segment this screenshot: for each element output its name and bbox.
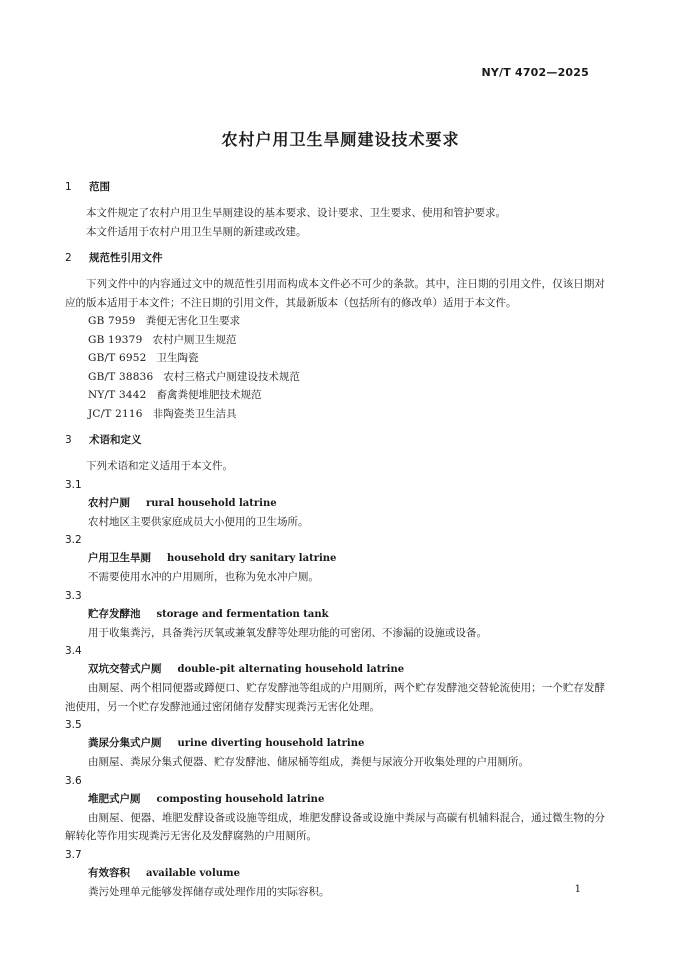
paragraph: 本文件规定了农村户用卫生旱厕建设的基本要求、设计要求、卫生要求、使用和管护要求。 [86, 207, 506, 219]
term-entry [65, 716, 605, 772]
term-definition: 粪污处理单元能够发挥储存或处理作用的实际容积。 [88, 885, 330, 898]
section-title: 术语和定义 [89, 434, 142, 446]
term-number: 3.3 [65, 589, 82, 602]
term-definition: 由厕屋、粪尿分集式便器、贮存发酵池、储尿桶等组成，粪便与尿液分开收集处理的户用厕所。 [88, 756, 529, 768]
reference-item [88, 331, 605, 350]
term-en: double-pit alternating household latrine [177, 664, 405, 675]
term-zh: 粪尿分集式户厕 [88, 737, 162, 749]
reference-code: GB/T 38836 [88, 370, 154, 383]
term-zh: 堆肥式户厕 [88, 792, 141, 805]
term-title [65, 494, 605, 513]
term-en: household dry sanitary latrine [167, 553, 337, 564]
term-number: 3.1 [65, 478, 82, 491]
term-definition: 由厕屋、便器、堆肥发酵设备或设施等组成，堆肥发酵设备或设施中粪尿与高碳有机辅料混合，通过微生物的分解转化等作用实现粪污无害化及发酵腐熟的户用厕所。 [65, 811, 605, 842]
section-heading [65, 249, 605, 267]
term-title [65, 864, 605, 883]
term-title [65, 790, 605, 809]
term-definition: 用于收集粪污，具备粪污厌氧或兼氧发酵等处理功能的可密闭、不渗漏的设施或设备。 [88, 626, 487, 639]
section-title: 规范性引用文件 [89, 252, 163, 264]
term-en: rural household latrine [146, 497, 277, 509]
paragraph: 下列文件中的内容通过文中的规范性引用而构成本文件必不可少的条款。其中，注日期的引用文件，仅该日期对应的版本适用于本文件；不注日期的引用文件，其最新版本（包括所有的修改单）适用于本文件。 [65, 278, 605, 309]
term-number: 3.7 [65, 848, 82, 861]
term-zh: 农村户厕 [88, 496, 130, 509]
term-zh: 双坑交替式户厕 [88, 663, 162, 675]
reference-name: 农村三格式户厕建设技术规范 [163, 370, 300, 383]
term-en: composting household latrine [156, 793, 325, 805]
term-entry [65, 531, 605, 587]
reference-code: JC/T 2116 [88, 407, 143, 420]
reference-code: GB 19379 [88, 333, 143, 346]
term-zh: 户用卫生旱厕 [88, 552, 151, 564]
reference-list [65, 312, 605, 423]
term-definition: 不需要使用水冲的户用厕所，也称为免水冲户厕。 [88, 571, 319, 583]
term-entry [65, 476, 605, 532]
reference-item [88, 386, 605, 405]
term-number: 3.6 [65, 774, 82, 787]
section-number: 1 [65, 181, 72, 193]
term-number: 3.5 [65, 719, 82, 731]
reference-item [88, 312, 605, 331]
paragraph: 本文件适用于农村户用卫生旱厕的新建或改建。 [86, 225, 307, 238]
reference-code: NY/T 3442 [88, 389, 147, 401]
term-en: storage and fermentation tank [156, 608, 329, 620]
section-heading [65, 178, 605, 196]
term-en: urine diverting household latrine [177, 738, 365, 749]
section-title: 范围 [89, 181, 110, 193]
term-definition: 由厕屋、两个相同便器或蹲便口、贮存发酵池等组成的户用厕所，两个贮存发酵池交替轮流使用；一个贮存发酵池使用，另一个贮存发酵池通过密闭储存发酵实现粪污无害化处理。 [65, 682, 605, 713]
reference-name: 畜禽粪便堆肥技术规范 [156, 389, 262, 401]
reference-name: 粪便无害化卫生要求 [145, 315, 241, 327]
paragraph: 下列术语和定义适用于本文件。 [86, 460, 233, 472]
reference-name: 卫生陶瓷 [156, 352, 199, 364]
term-zh: 有效容积 [88, 866, 130, 879]
term-number: 3.2 [65, 534, 82, 546]
term-title [65, 549, 605, 568]
section-number: 3 [65, 434, 72, 446]
term-definition: 农村地区主要供家庭成员大小便用的卫生场所。 [88, 515, 309, 528]
term-entry [65, 846, 605, 902]
term-en: available volume [146, 867, 240, 879]
term-title [65, 660, 605, 679]
term-title [65, 734, 605, 753]
term-entry [65, 772, 605, 846]
document-body [65, 178, 605, 901]
section-heading [65, 431, 605, 449]
reference-code: GB/T 6952 [88, 352, 147, 364]
page-number: 1 [574, 884, 581, 895]
term-entry [65, 642, 605, 716]
term-entry [65, 587, 605, 643]
standard-code: NY/T 4702—2025 [481, 66, 589, 79]
reference-name: 农村户厕卫生规范 [152, 333, 237, 346]
reference-item [88, 349, 605, 368]
reference-item [88, 368, 605, 387]
reference-name: 非陶瓷类卫生洁具 [152, 407, 237, 420]
reference-code: GB 7959 [88, 315, 136, 327]
term-title [65, 605, 605, 624]
document-title: 农村户用卫生旱厕建设技术要求 [221, 130, 460, 149]
term-number: 3.4 [65, 645, 82, 657]
reference-item [88, 405, 605, 424]
section-number: 2 [65, 252, 72, 264]
term-zh: 贮存发酵池 [88, 607, 141, 620]
